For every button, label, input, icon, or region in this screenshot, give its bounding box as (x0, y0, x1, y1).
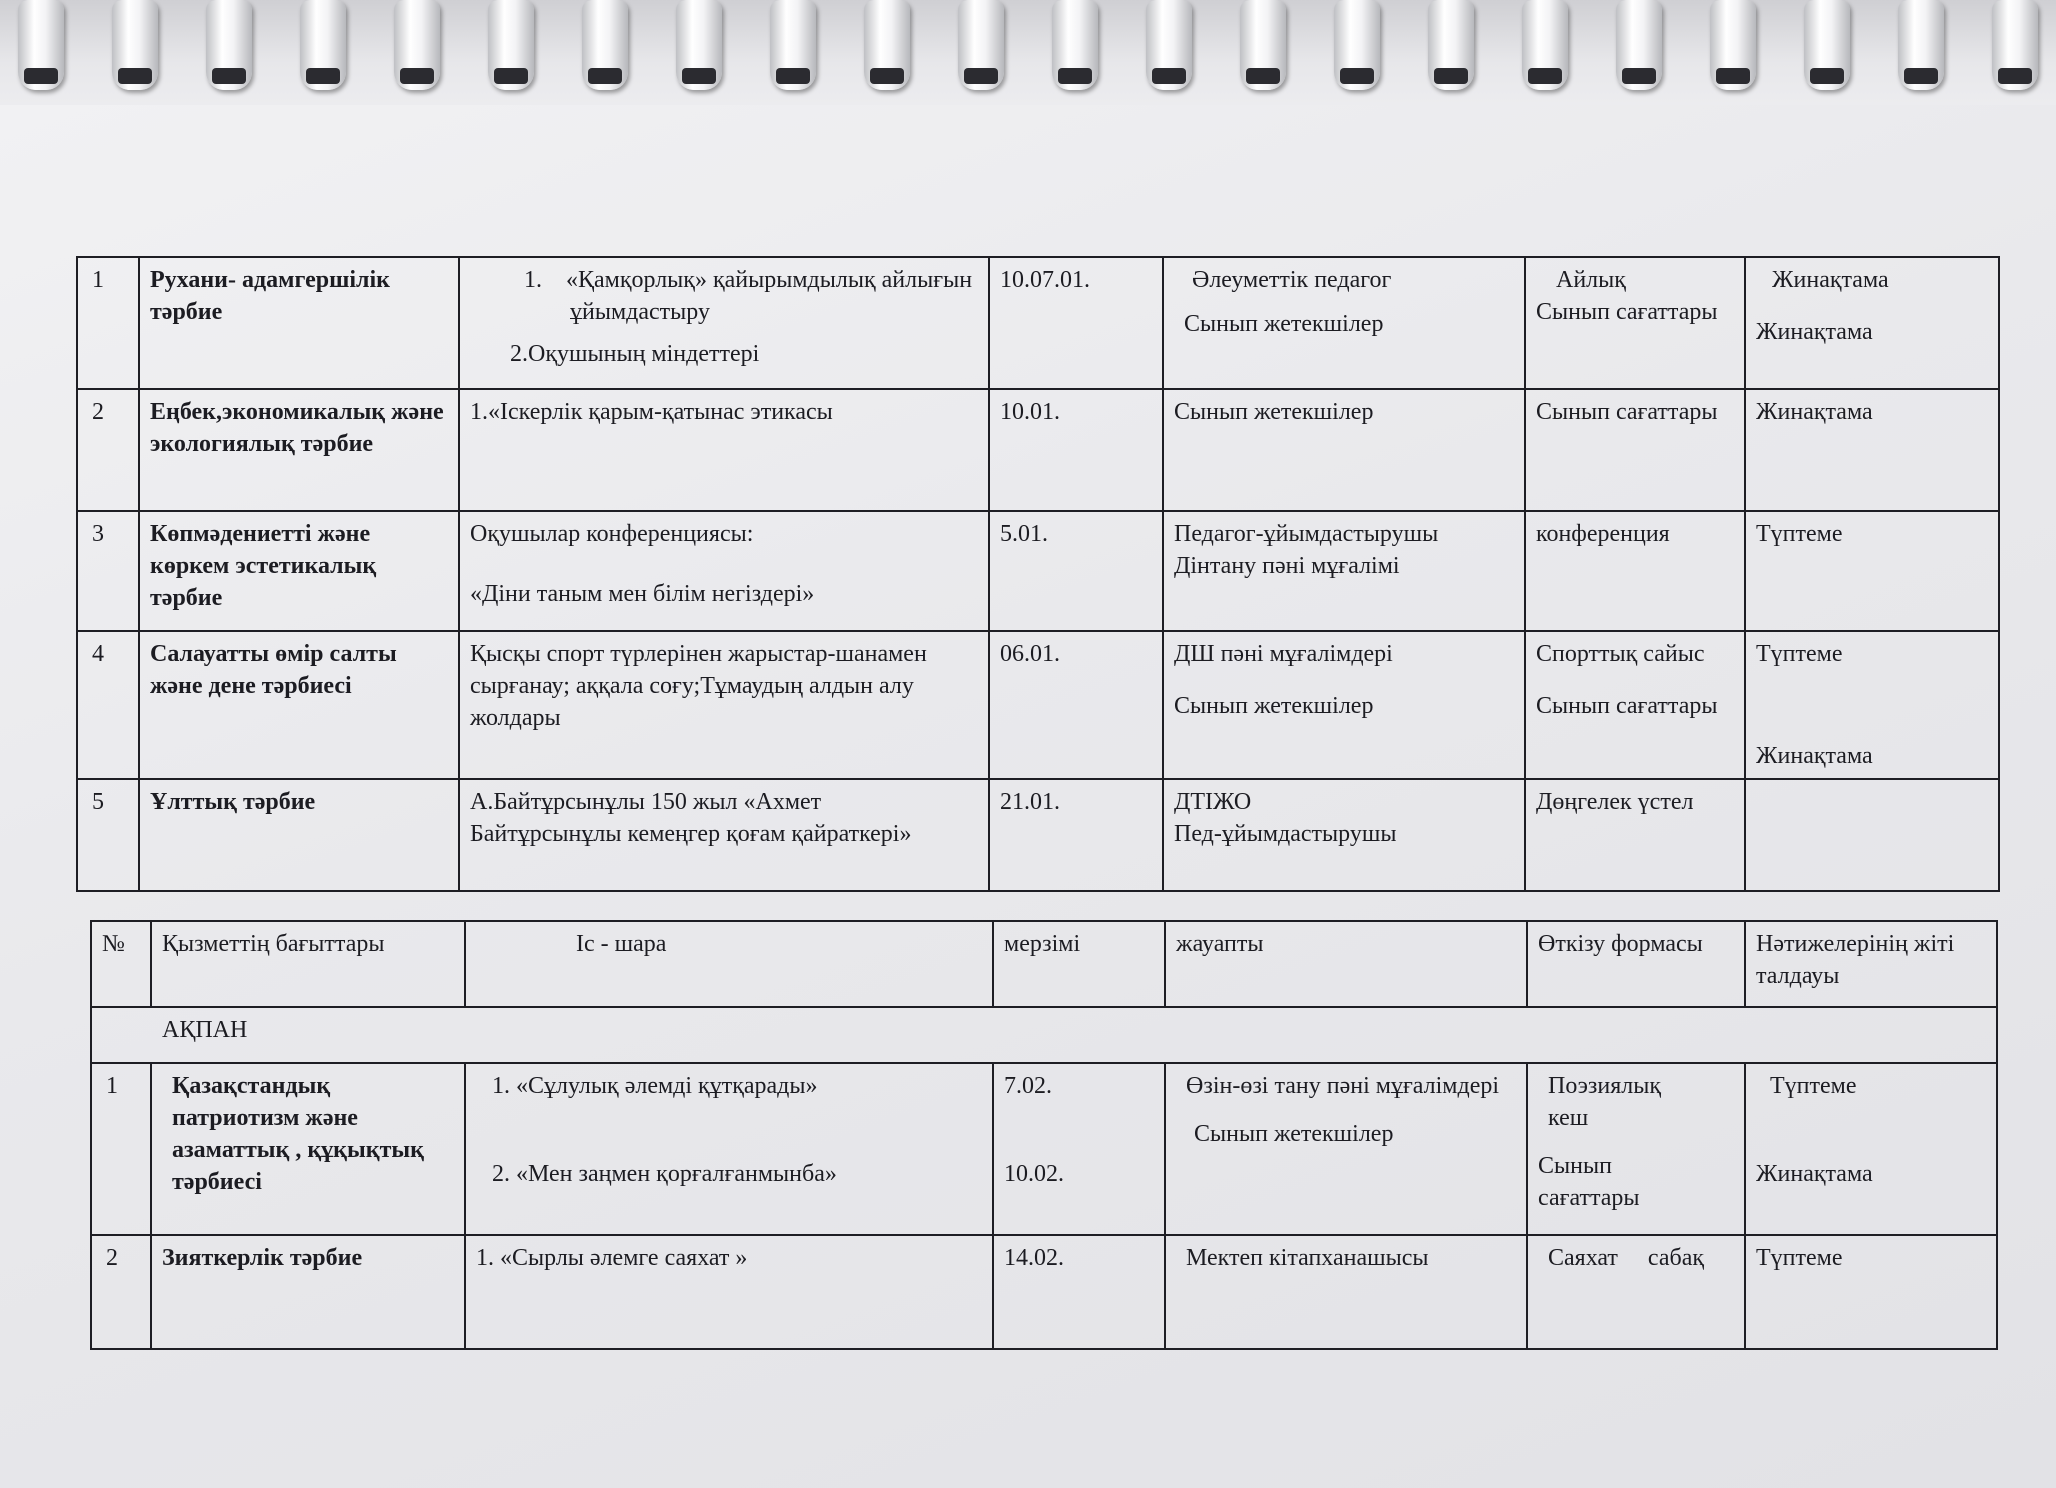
table-header-row (91, 921, 1997, 1007)
direction-cell: Қазақстандық патриотизм және азаматтық , құқықтық тәрбиесі (151, 1063, 465, 1235)
result-cell: Түптеме (1745, 1235, 1997, 1349)
form-cell: Саяхат сабақ (1527, 1235, 1745, 1349)
row-number: 1 (91, 1063, 151, 1235)
date-cell: 14.02. (993, 1235, 1165, 1349)
event-cell: Қысқы спорт түрлерінен жарыстар-шанамен сырғанау; аққала соғу;Тұмаудың алдын алу жолдары (459, 631, 989, 779)
row-number: 5 (77, 779, 139, 891)
result-cell: Жинақтама (1745, 389, 1999, 511)
row-number: 4 (77, 631, 139, 779)
direction-cell: Зияткерлік тәрбие (151, 1235, 465, 1349)
date-cell: 5.01. (989, 511, 1163, 631)
form-cell: Поэзиялық кеш Сынып сағаттары (1527, 1063, 1745, 1235)
row-number: 1 (77, 257, 139, 389)
event-cell: А.Байтұрсынұлы 150 жыл «Ахмет Байтұрсынұлы кемеңгер қоғам қайраткері» (459, 779, 989, 891)
date-cell: 10.01. (989, 389, 1163, 511)
result-cell: Жинақтама Жинақтама (1745, 257, 1999, 389)
form-cell: конференция (1525, 511, 1745, 631)
result-cell (1745, 779, 1999, 891)
header-responsible: жауапты (1165, 921, 1527, 1007)
responsible-cell: Өзін-өзі тану пәні мұғалімдері Сынып жетекшілер (1165, 1063, 1527, 1235)
form-cell: Спорттық сайыс Сынып сағаттары (1525, 631, 1745, 779)
header-event: Іс - шара (465, 921, 993, 1007)
row-number: 2 (77, 389, 139, 511)
header-date: мерзімі (993, 921, 1165, 1007)
result-cell: Түптеме Жинақтама (1745, 631, 1999, 779)
responsible-cell: Педагог-ұйымдастырушы Дінтану пәні мұғалімі (1163, 511, 1525, 631)
event-cell: 1.«Іскерлік қарым-қатынас этикасы (459, 389, 989, 511)
responsible-cell: ДТІЖО Пед-ұйымдастырушы (1163, 779, 1525, 891)
event-cell: 1. «Сырлы әлемге саяхат » (465, 1235, 993, 1349)
header-result: Нәтижелерінің жіті талдауы (1745, 921, 1997, 1007)
direction-cell: Еңбек,экономикалық және экологиялық тәрбие (139, 389, 459, 511)
header-no: № (91, 921, 151, 1007)
date-cell: 10.07.01. (989, 257, 1163, 389)
row-number: 3 (77, 511, 139, 631)
table-row (91, 1063, 1997, 1235)
spiral-binding (0, 0, 2056, 100)
table-row (77, 631, 1999, 779)
result-cell: Түптеме Жинақтама (1745, 1063, 1997, 1235)
responsible-cell: Сынып жетекшілер (1163, 389, 1525, 511)
table-row (77, 779, 1999, 891)
responsible-cell: Мектеп кітапханашысы (1165, 1235, 1527, 1349)
header-direction: Қызметтің бағыттары (151, 921, 465, 1007)
table-row (77, 389, 1999, 511)
month-label: АҚПАН (91, 1007, 1997, 1063)
responsible-cell: ДШ пәні мұғалімдері Сынып жетекшілер (1163, 631, 1525, 779)
result-cell: Түптеме (1745, 511, 1999, 631)
responsible-cell: Әлеуметтік педагог Сынып жетекшілер (1163, 257, 1525, 389)
plan-table-january (76, 256, 2000, 892)
table-row (77, 257, 1999, 389)
date-cell: 21.01. (989, 779, 1163, 891)
date-cell: 7.02. 10.02. (993, 1063, 1165, 1235)
direction-cell: Рухани- адамгершілік тәрбие (139, 257, 459, 389)
table-row (77, 511, 1999, 631)
direction-cell: Ұлттық тәрбие (139, 779, 459, 891)
row-number: 2 (91, 1235, 151, 1349)
event-cell: 1. «Қамқорлық» қайырымдылық айлығын ұйымдастыру 2.Оқушының міндеттері (459, 257, 989, 389)
date-cell: 06.01. (989, 631, 1163, 779)
event-cell: 1. «Сұлулық әлемді құтқарады» 2. «Мен заңмен қорғалғанмынба» (465, 1063, 993, 1235)
direction-cell: Көпмәдениетті және көркем эстетикалық тәрбие (139, 511, 459, 631)
header-form: Өткізу формасы (1527, 921, 1745, 1007)
month-row (91, 1007, 1997, 1063)
plan-table-february (90, 920, 1998, 1350)
form-cell: Дөңгелек үстел (1525, 779, 1745, 891)
form-cell: Айлық Сынып сағаттары (1525, 257, 1745, 389)
table-row (91, 1235, 1997, 1349)
form-cell: Сынып сағаттары (1525, 389, 1745, 511)
event-cell: Оқушылар конференциясы: «Діни таным мен білім негіздері» (459, 511, 989, 631)
direction-cell: Салауатты өмір салты және дене тәрбиесі (139, 631, 459, 779)
